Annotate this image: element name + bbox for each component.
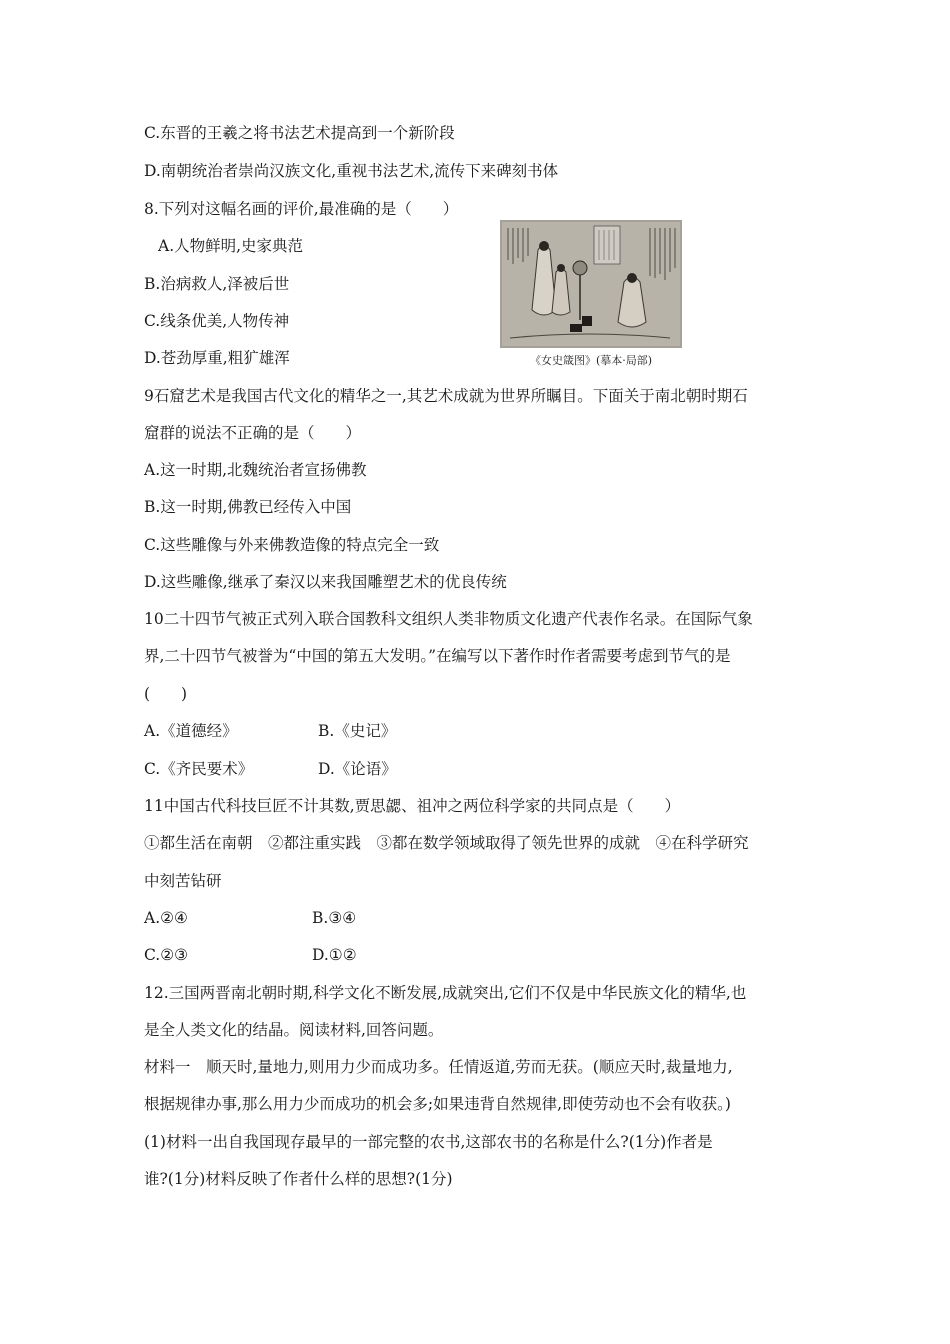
q11-option-d: D.①② xyxy=(312,946,357,964)
q9-option-c: C.这些雕像与外来佛教造像的特点完全一致 xyxy=(144,536,440,554)
q10-option-b: B.《史记》 xyxy=(318,722,397,740)
q8-option-c: C.线条优美,人物传神 xyxy=(144,312,290,330)
q12-material1-line2: 根据规律办事,那么用力少而成功的机会多;如果违背自然规律,即使劳动也不会有收获。) xyxy=(144,1095,731,1113)
q10-option-a: A.《道德经》 xyxy=(144,722,238,740)
q12-stem-line2: 是全人类文化的结晶。阅读材料,回答问题。 xyxy=(144,1021,444,1039)
q12-sub1-line1: (1)材料一出自我国现存最早的一部完整的农书,这部农书的名称是什么?(1分)作者是 xyxy=(144,1133,713,1151)
q8-option-d: D.苍劲厚重,粗犷雄浑 xyxy=(144,349,290,367)
painting-illustration xyxy=(500,220,682,348)
q11-items-line1: ①都生活在南朝 ②都注重实践 ③都在数学领域取得了领先世界的成就 ④在科学研究 xyxy=(144,834,749,852)
q8-option-a: A.人物鲜明,史家典范 xyxy=(158,237,304,255)
q9-option-b: B.这一时期,佛教已经传入中国 xyxy=(144,498,352,516)
q12-sub1-line2: 谁?(1分)材料反映了作者什么样的思想?(1分) xyxy=(144,1170,453,1188)
q9-option-a: A.这一时期,北魏统治者宣扬佛教 xyxy=(144,461,367,479)
q10-option-d: D.《论语》 xyxy=(318,760,397,778)
painting-caption: 《女史箴图》(摹本·局部) xyxy=(529,354,653,367)
q10-option-c: C.《齐民要术》 xyxy=(144,760,254,778)
q12-material1-line1: 材料一 顺天时,量地力,则用力少而成功多。任情返道,劳而无获。(顺应天时,裁量地力, xyxy=(144,1058,733,1076)
painting-image xyxy=(500,220,682,348)
q10-stem-line3: ( ) xyxy=(144,685,188,703)
q11-items-line2: 中刻苦钻研 xyxy=(144,872,222,890)
q12-stem-line1: 12.三国两晋南北朝时期,科学文化不断发展,成就突出,它们不仅是中华民族文化的精华,也 xyxy=(144,984,747,1002)
q11-option-a: A.②④ xyxy=(144,909,188,927)
q10-stem-line1: 10二十四节气被正式列入联合国教科文组织人类非物质文化遗产代表作名录。在国际气象 xyxy=(144,610,753,628)
q9-stem-line2: 窟群的说法不正确的是（ ） xyxy=(144,424,362,442)
q8-option-b: B.治病救人,泽被后世 xyxy=(144,275,290,293)
q9-stem-line1: 9石窟艺术是我国古代文化的精华之一,其艺术成就为世界所瞩目。下面关于南北朝时期石 xyxy=(144,387,748,405)
q7-option-d: D.南朝统治者崇尚汉族文化,重视书法艺术,流传下来碑刻书体 xyxy=(144,162,559,180)
q9-option-d: D.这些雕像,继承了秦汉以来我国雕塑艺术的优良传统 xyxy=(144,573,507,591)
q11-option-b: B.③④ xyxy=(312,909,357,927)
q10-stem-line2: 界,二十四节气被誉为“中国的第五大发明。”在编写以下著作时作者需要考虑到节气的是 xyxy=(144,647,731,665)
q7-option-c: C.东晋的王羲之将书法艺术提高到一个新阶段 xyxy=(144,124,455,142)
q8-stem: 8.下列对这幅名画的评价,最准确的是（ ） xyxy=(144,200,459,218)
q11-option-c: C.②③ xyxy=(144,946,189,964)
q11-stem: 11中国古代科技巨匠不计其数,贾思勰、祖冲之两位科学家的共同点是（ ） xyxy=(144,797,681,815)
